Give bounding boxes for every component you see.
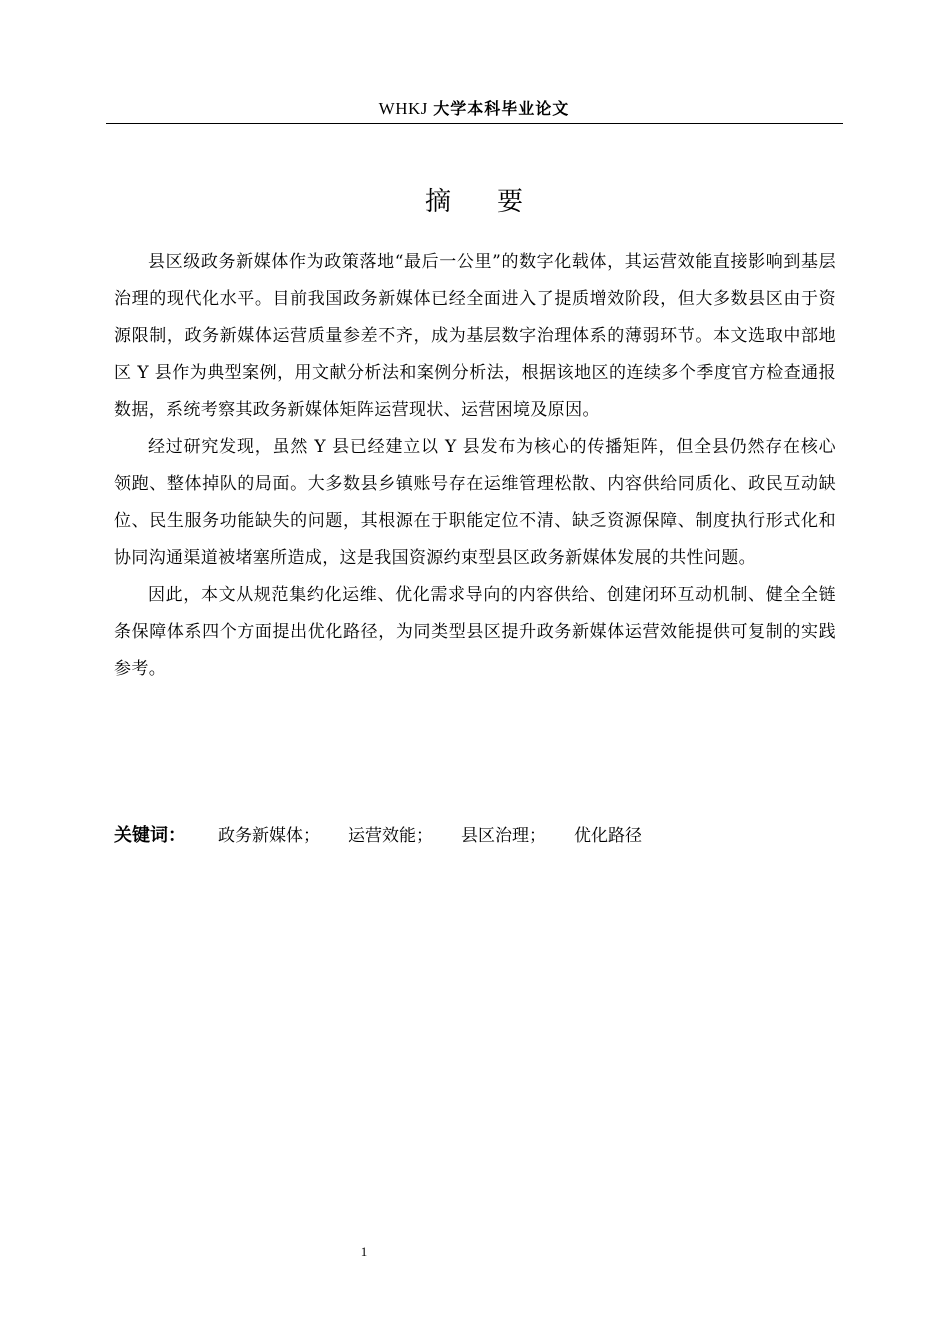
keyword-item: 县区治理；: [461, 826, 546, 846]
page-number: 1: [360, 1244, 368, 1259]
abstract-body: [114, 244, 836, 688]
keywords-line: [114, 821, 670, 851]
abstract-paragraph: 因此，本文从规范集约化运维、优化需求导向的内容供给、创建闭环互动机制、健全全链条保障体系四个方面提出优化路径，为同类型县区提升政务新媒体运营效能提供可复制的实践参考。: [114, 585, 836, 679]
abstract-title: 摘要: [424, 187, 569, 217]
keywords-label: 关键词：: [114, 825, 186, 846]
abstract-paragraph: 县区级政务新媒体作为政策落地“最后一公里”的数字化载体，其运营效能直接影响到基层治理的现代化水平。目前我国政务新媒体已经全面进入了提质增效阶段，但大多数县区由于资源限制，政务新媒体运营质量参差不齐，成为基层数字治理体系的薄弱环节。本文选取中部地区 Y 县作为典型案例，用文献分析法和案例分析法，根据该地区的连续多个季度官方检查通报数据，系统考察其政务新媒体矩阵运营现状、运营困境及原因。: [114, 252, 836, 420]
keyword-item: 运营效能；: [348, 826, 433, 846]
abstract-paragraph: 经过研究发现，虽然 Y 县已经建立以 Y 县发布为核心的传播矩阵，但全县仍然存在核心领跑、整体掉队的局面。大多数县乡镇账号存在运维管理松散、内容供给同质化、政民互动缺位、民生服务功能缺失的问题，其根源在于职能定位不清、缺乏资源保障、制度执行形式化和协同沟通渠道被堵塞所造成，这是我国资源约束型县区政务新媒体发展的共性问题。: [114, 437, 836, 568]
school-name: WHKJ: [378, 99, 428, 118]
header-rule: [106, 123, 843, 124]
document-type: 大学本科毕业论文: [433, 99, 570, 118]
keyword-item: 政务新媒体；: [218, 826, 320, 846]
keyword-item: 优化路径: [574, 826, 642, 846]
running-header: [106, 96, 842, 122]
